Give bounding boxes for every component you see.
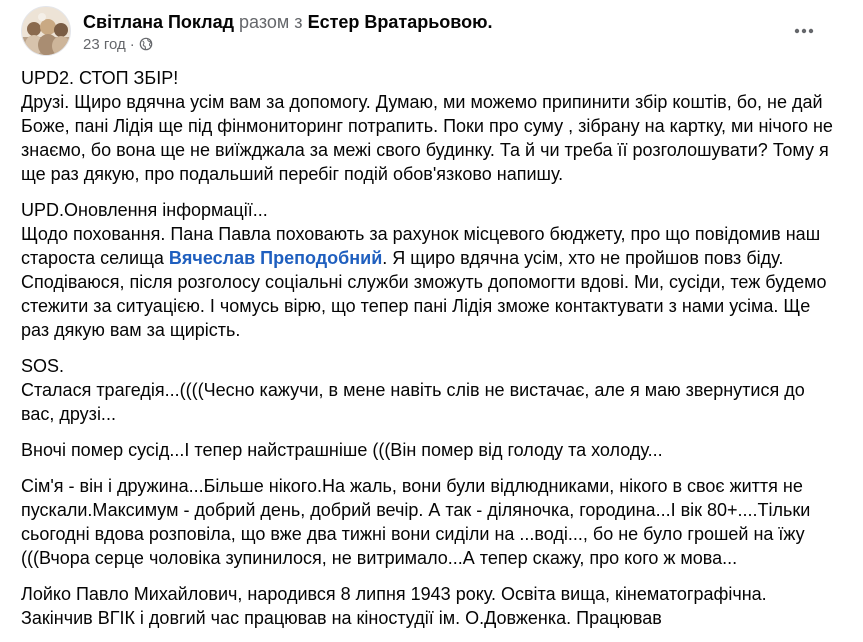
- paragraph-5: Сім'я - він і дружина...Більше нікого.На жаль, вони були відлюдниками, нікого в своє життя не пускали.Максимум - добрий день, добрий вечір. А так - діляночка, городина...І вік 80+....Тільки сьогодні вдова розповіла, що вже два тижні вони сиділи на ...воді..., бо не було грошей на їжу (((Вчора серце чоловіка зупинилося, не витримало...А тепер скажу, про кого ж мова...: [21, 476, 811, 568]
- with-text: разом з: [239, 12, 303, 32]
- upd-heading: UPD.Оновлення інформації...: [21, 200, 268, 220]
- post-meta: [83, 35, 153, 55]
- more-options-icon: [794, 28, 814, 34]
- upd-text-before: Щодо поховання. Пана Павла поховають за рахунок місцевого бюджету, про що повідомив наш староста селища: [21, 224, 821, 268]
- paragraph-upd: [21, 198, 839, 342]
- mention-link[interactable]: Вячеслав Преподобний: [168, 248, 383, 268]
- globe-icon[interactable]: [139, 37, 153, 51]
- tagged-suffix: .: [487, 12, 493, 32]
- paragraph-upd2: [21, 66, 839, 186]
- tagged-person-link[interactable]: Естер Вратарьовою: [307, 12, 488, 32]
- more-options-button[interactable]: [789, 16, 819, 46]
- upd2-heading: UPD2. СТОП ЗБІР!: [21, 68, 179, 88]
- upd-text-after: . Я щиро вдячна усім, хто не пройшов повз біду. Сподіваюся, після розголосу соціальні служби зможуть допомогти вдові. Ми, сусіди, теж будемо стежити за ситуацією. І чомусь вірю, що тепер пані Лідія зможе контактувати з нами усіма. Ще раз дякую вам за щирість.: [21, 248, 827, 340]
- avatar-photo: [22, 7, 71, 56]
- paragraph-6: Лойко Павло Михайлович, народився 8 липня 1943 року. Освіта вища, кінематографічна. Закінчив ВГІК і довгий час працював на кіностудії ім. О.Довженка. Працював: [21, 584, 767, 628]
- post-header: [21, 6, 841, 58]
- sos-text: Сталася трагедія...((((Чесно кажучи, в мене навіть слів не вистачає, але я маю звернутися до вас, друзі...: [21, 380, 805, 424]
- paragraph-sos: [21, 354, 839, 426]
- sos-heading: SOS.: [21, 356, 65, 376]
- avatar[interactable]: [21, 6, 71, 56]
- paragraph-4: Вночі помер сусід...І тепер найстрашніше (((Він помер від голоду та холоду...: [21, 440, 663, 460]
- author-line: [83, 10, 493, 34]
- post-timestamp-link[interactable]: 23 год: [83, 36, 126, 53]
- meta-separator: ·: [129, 36, 135, 53]
- author-name-link[interactable]: Світлана Поклад: [83, 12, 235, 32]
- upd2-text: Друзі. Щиро вдячна усім вам за допомогу. Думаю, ми можемо припинити збір коштів, бо, не дай Боже, пані Лідія ще під фінмониторинг потрапить. Поки про суму , зібрану на картку, ми нічого не знаємо, бо вона ще не виїжджала за межі свого будинку. Та й чи треба її розголошувати? Тому я ще раз дякую, про подальший перебіг подій обов'язково напишу.: [21, 92, 833, 184]
- post-body: [21, 66, 839, 642]
